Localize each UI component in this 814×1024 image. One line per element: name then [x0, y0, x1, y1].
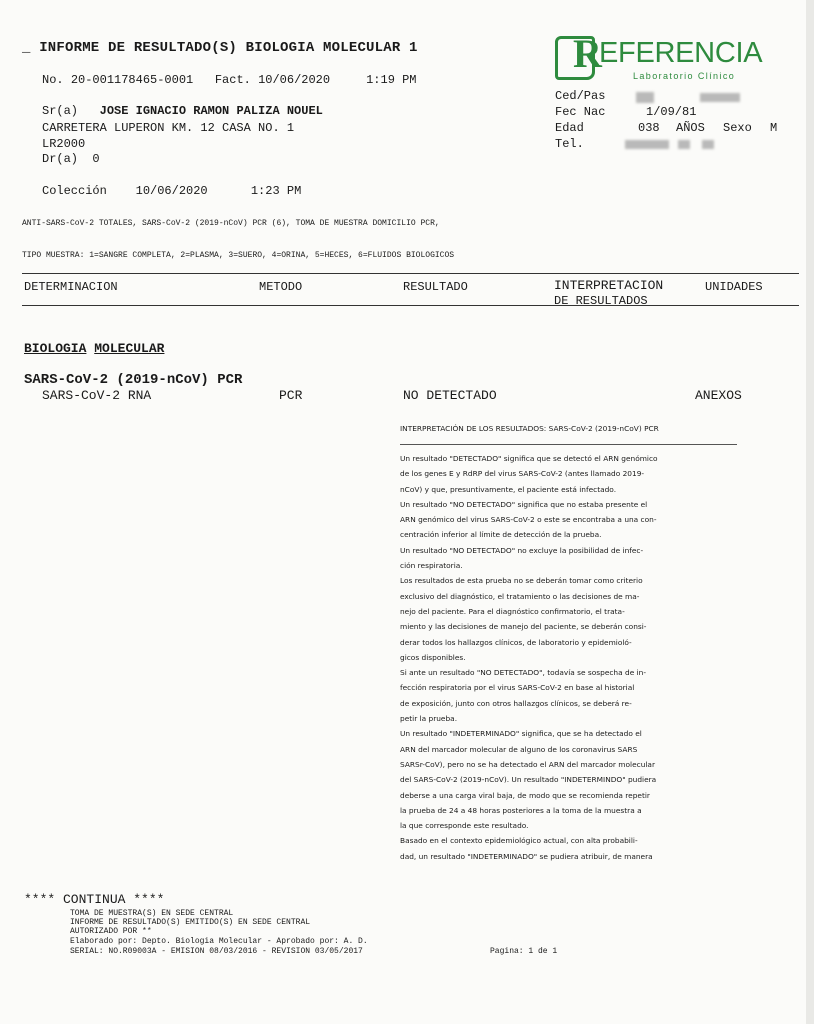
footer-line2: INFORME DE RESULTADO(S) EMITIDO(S) EN SEDE CENTRAL	[70, 918, 311, 927]
edad-unit: AÑOS	[676, 121, 705, 135]
fec-value: 1/09/81	[646, 105, 697, 119]
col-interpretacion-2: DE RESULTADOS	[554, 294, 648, 308]
interpretation-line: centración inferior al límite de detección de la prueba.	[400, 530, 602, 540]
interpretation-line: del SARS-CoV-2 (2019-nCoV). Un resultado "INDETERMINDO" pudiera	[400, 775, 657, 785]
invoice-label: Fact.	[214, 73, 251, 87]
sexo-label: Sexo	[723, 121, 752, 135]
interpretation-line: exclusivo del diagnóstico, el tratamiento o las decisiones de ma-	[400, 591, 640, 601]
interpretation-line: ARN genómico del virus SARS-CoV-2 o este se encontraba a una con-	[400, 515, 657, 525]
interpretation-body	[400, 451, 737, 864]
interpretation-line: Un resultado "NO DETECTADO" significa que no estaba presente el	[400, 499, 648, 509]
interpretation-line: derar todos los hallazgos clínicos, de laboratorio y epidemioló-	[400, 637, 632, 647]
redacted-id-2	[700, 93, 740, 102]
col-interpretacion: INTERPRETACION	[554, 278, 664, 293]
interpretation-line: Un resultado "INDETERMINADO" significa, que se ha detectado el	[400, 729, 642, 739]
footer-line1: TOMA DE MUESTRA(S) EN SEDE CENTRAL	[70, 909, 234, 918]
test-result: NO DETECTADO	[403, 388, 497, 403]
doctor-value: 0	[92, 152, 100, 166]
logo-letter: R	[573, 31, 602, 76]
col-resultado: RESULTADO	[403, 280, 468, 294]
tel-label: Tel.	[555, 137, 584, 151]
section-word2: MOLECULAR	[94, 341, 165, 356]
redacted-phone	[625, 140, 669, 149]
report-title: _ INFORME DE RESULTADO(S) BIOLOGIA MOLECULAR 1	[22, 40, 418, 56]
continua-marker: **** CONTINUA ****	[24, 892, 165, 907]
redacted-phone-2	[678, 140, 690, 149]
fec-label: Fec Nac	[555, 105, 606, 119]
redacted-id	[636, 92, 654, 103]
interpretation-line: SARSr-CoV), pero no se ha detectado el ARN del marcador molecular	[400, 759, 655, 769]
report-number-row	[42, 73, 417, 87]
interpretation-line: ción respiratoria.	[400, 561, 463, 571]
collection-time: 1:23 PM	[250, 184, 302, 198]
patient-name: JOSE IGNACIO RAMON PALIZA NOUEL	[99, 104, 323, 118]
collection-label: Colección	[42, 184, 107, 198]
col-unidades: UNIDADES	[705, 280, 763, 294]
interpretation-line: la que corresponde este resultado.	[400, 821, 529, 831]
footer-line4: Elaborado por: Depto. Biologia Molecular - Aprobado por: A. D.	[70, 937, 368, 946]
report-title-text: INFORME DE RESULTADO(S) BIOLOGIA MOLECULAR 1	[39, 40, 418, 56]
invoice-time: 1:19 PM	[366, 73, 417, 87]
doctor-row	[42, 152, 100, 166]
col-determinacion: DETERMINACION	[24, 280, 118, 294]
interpretation-heading: INTERPRETACIÓN DE LOS RESULTADOS: SARS-CoV-2 (2019-nCoV) PCR	[400, 424, 659, 433]
logo-subtitle: Laboratorio Clínico	[633, 71, 736, 81]
logo-brand-name: EFERENCIA	[599, 37, 763, 69]
interpretation-line: Un resultado "NO DETECTADO" no excluye la posibilidad de infec-	[400, 545, 644, 555]
header-rule-bottom	[22, 305, 799, 306]
tests-line: ANTI-SARS-CoV-2 TOTALES, SARS-CoV-2 (2019-nCoV) PCR (6), TOMA DE MUESTRA DOMICILIO PCR,	[22, 219, 440, 228]
ced-label: Ced/Pas	[555, 89, 606, 103]
interpretation-line: petir la prueba.	[400, 714, 458, 724]
interpretation-line: Los resultados de esta prueba no se deberán tomar como criterio	[400, 576, 643, 586]
patient-name-row	[42, 104, 323, 118]
interpretation-line: dad, un resultado "INDETERMINADO" se pudiera atribuir, de manera	[400, 851, 653, 861]
interpretation-line: Un resultado "DETECTADO" significa que se detectó el ARN genómico	[400, 454, 658, 463]
collection-date: 10/06/2020	[135, 184, 208, 198]
interpretation-line: ARN del marcador molecular de alguno de los coronavirus SARS	[400, 744, 638, 754]
interpretation-line: fección respiratoria por el virus SARS-CoV-2 en base al historial	[400, 683, 635, 693]
sample-types: TIPO MUESTRA: 1=SANGRE COMPLETA, 2=PLASMA, 3=SUERO, 4=ORINA, 5=HECES, 6=FLUIDOS BIOLOGICOS	[22, 251, 455, 260]
salutation: Sr(a)	[42, 104, 79, 118]
referencia-logo	[555, 31, 767, 84]
interpretation-line: deberse a una carga viral baja, de modo que se recomienda repetir	[400, 790, 650, 800]
footer-line5: SERIAL: NO.R09003A - EMISION 08/03/2016 - REVISION 03/05/2017	[70, 947, 363, 956]
test-analyte: SARS-CoV-2 RNA	[42, 388, 152, 403]
interpretation-line: nCoV) y que, presuntivamente, el paciente está infectado.	[400, 484, 617, 494]
interpretation-line: de exposición, junto con otros hallazgos clínicos, se deberá re-	[400, 698, 632, 708]
edad-label: Edad	[555, 121, 584, 135]
section-word1: BIOLOGIA	[24, 341, 87, 356]
redacted-phone-3	[702, 140, 714, 149]
sexo-value: M	[770, 121, 778, 135]
edad-value: 038	[638, 121, 660, 135]
report-number: 20-001178465-0001	[70, 73, 194, 87]
patient-code: LR2000	[42, 137, 86, 151]
interpretation-rule	[400, 444, 737, 445]
invoice-date: 10/06/2020	[258, 73, 331, 87]
page-number: Pagina: 1 de 1	[490, 947, 558, 956]
header-rule-top	[22, 273, 799, 274]
doctor-label: Dr(a)	[42, 152, 79, 166]
col-metodo: METODO	[259, 280, 303, 294]
interpretation-line: miento y las decisiones de manejo del paciente, se deberán consi-	[400, 622, 647, 632]
test-note: ANEXOS	[695, 388, 742, 403]
interpretation-line: Basado en el contexto epidemiológico actual, con alta probabili-	[400, 836, 638, 846]
interpretation-line: la prueba de 24 a 48 horas posteriores a la toma de la muestra a	[400, 805, 642, 815]
footer-line3: AUTORIZADO POR **	[70, 927, 152, 936]
interpretation-line: gicos disponibles.	[400, 652, 466, 662]
number-label: No.	[42, 73, 64, 87]
collection-row	[42, 184, 301, 198]
test-name: SARS-CoV-2 (2019-nCoV) PCR	[24, 372, 243, 388]
interpretation-line: de los genes E y RdRP del virus SARS-CoV-2 (antes llamado 2019-	[400, 469, 645, 479]
interpretation-line: Si ante un resultado "NO DETECTADO", todavía se sospecha de in-	[400, 668, 646, 678]
interpretation-line: nejo del paciente. Para el diagnóstico confirmatorio, el trata-	[400, 606, 625, 616]
section-title	[24, 341, 164, 356]
patient-address: CARRETERA LUPERON KM. 12 CASA NO. 1	[42, 121, 295, 135]
test-method: PCR	[279, 388, 303, 403]
